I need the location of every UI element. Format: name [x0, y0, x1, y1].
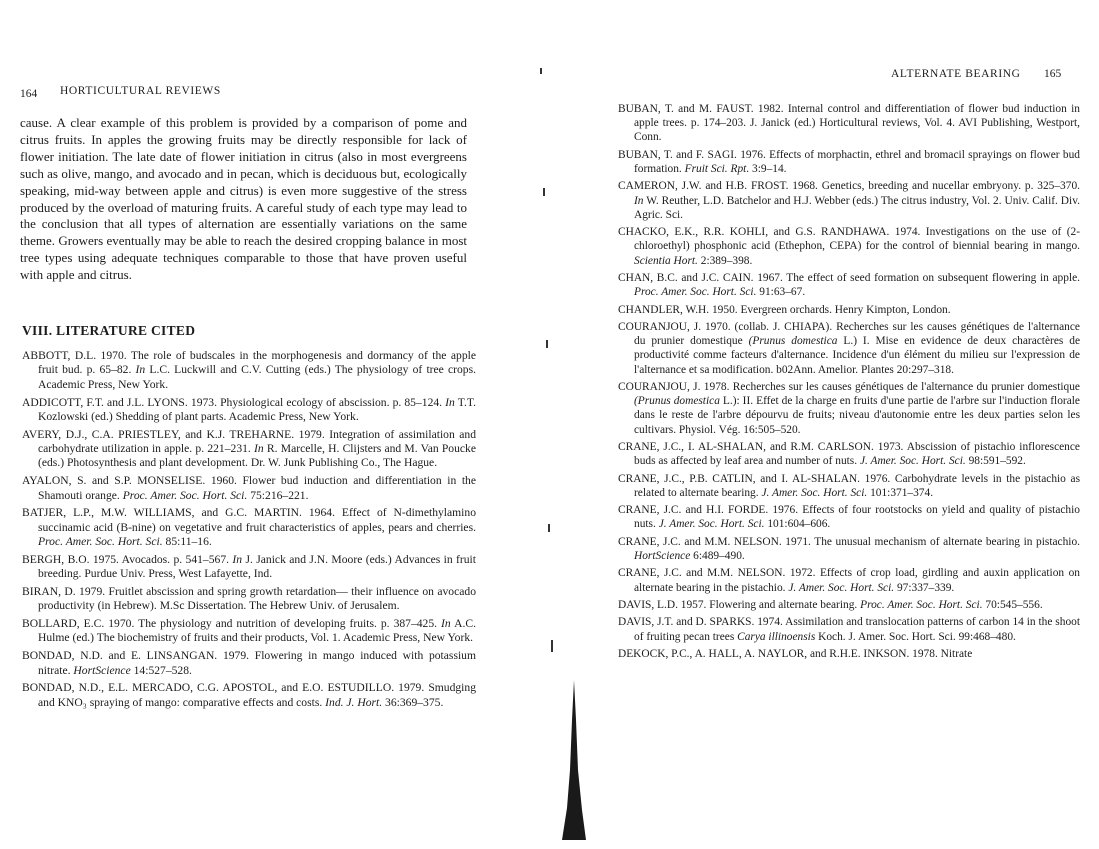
scan-mark — [548, 524, 550, 532]
reference-text: 85:11–16. — [162, 535, 212, 549]
reference-entry — [618, 102, 1080, 145]
reference-text: W. Reuther, L.D. Batchelor and H.J. Webber (eds.) The citrus industry, Vol. 2. Univ. Calif. Div. Agric. Sci. — [634, 194, 1080, 221]
reference-text: 101:604–606. — [764, 518, 831, 531]
reference-text: DEKOCK, P.C., A. HALL, A. NAYLOR, and R.H.E. INKSON. 1978. Nitrate — [618, 647, 973, 660]
reference-italic: Ind. J. Hort. — [325, 695, 383, 709]
reference-text: 91:63–67. — [756, 286, 806, 299]
running-head: HORTICULTURAL REVIEWS — [60, 85, 221, 97]
reference-entry — [618, 615, 1080, 643]
reference-text: 14:527–528. — [130, 663, 192, 677]
reference-text: CAMERON, J.W. and H.B. FROST. 1968. Genetics, breeding and nucellar embryony. p. 325–370. — [618, 180, 1080, 193]
reference-text: 6:489–490. — [690, 549, 745, 562]
body-paragraph: cause. A clear example of this problem is provided by a comparison of pome and citrus fruits. In apples the growing fruits may be directly responsible for lack of flower initiation. The late date of flower initiation in citrus (also in most evergreens such as olive, mango, and avocado and in pecan, which is deciduous but, ecologically speaking, mid-way between apple and citrus) is even more suggestive of the stress produced by the overload of maturing fruits. A careful study of each type may lead to the conclusion that all types of alternation are essentially variations on the same theme. Growers eventually may be able to reach the desired cropping balance in most tree types using adequate techniques comparable to those that have proven useful with apple and citrus. — [20, 115, 467, 283]
reference-entry — [618, 320, 1080, 377]
reference-entry — [618, 598, 1080, 612]
reference-text: 101:371–374. — [867, 486, 934, 499]
reference-italic: In — [254, 442, 264, 456]
scan-mark — [540, 68, 542, 74]
reference-list — [22, 349, 476, 713]
reference-text: BATJER, L.P., M.W. WILLIAMS, and G.C. MARTIN. 1964. Effect of N-dimethylamino succinamic acid (B-nine) on vegetative and fruit characteristics of apples, pears and cherries. — [22, 506, 476, 534]
reference-entry — [618, 380, 1080, 437]
reference-entry — [618, 440, 1080, 468]
reference-text: ABBOTT, D.L. 1970. The role of budscales in the morphogenesis and dormancy of the apple fruit bud. p. 65–82. — [22, 349, 476, 377]
reference-text: 36:369–375. — [382, 695, 444, 709]
reference-text: L.): II. Effet de la charge en fruits d'une partie de l'arbre sur l'induction florale dans le reste de l'arbre dépourvu de fruits; niveau d'autonomie entre les deux parties selon les cultivars. Physiol. Vég. 16:505–520. — [634, 395, 1080, 436]
reference-text: BONDAD, N.D., E.L. MERCADO, C.G. APOSTOL, and E.O. ESTUDILLO. 1979. Smudging and KNO₃ spraying of mango: comparative effects and costs. — [22, 681, 476, 709]
reference-italic: HortScience — [634, 549, 691, 562]
left-page — [0, 0, 540, 849]
reference-text: DAVIS, J.T. and D. SPARKS. 1974. Assimilation and translocation patterns of carbon 14 in the shoot of fruiting pecan trees — [618, 616, 1080, 643]
reference-italic: J. Amer. Soc. Hort. Sci. — [761, 486, 868, 499]
reference-text: AVERY, D.J., C.A. PRIESTLEY, and K.J. TREHARNE. 1979. Integration of assimilation and carbohydrate utilization in apple. p. 221–231. — [22, 427, 476, 456]
binding-shadow — [562, 680, 586, 840]
reference-text: CRANE, J.C., I. AL-SHALAN, and R.M. CARLSON. 1973. Abscission of pistachio inflorescence buds as affected by leaf area and number of nuts. — [618, 440, 1080, 468]
reference-entry — [618, 647, 1080, 661]
reference-entry — [618, 271, 1080, 299]
reference-text: Koch. J. Amer. Soc. Hort. Sci. 99:468–480. — [815, 630, 1016, 643]
reference-text: L.) I. Mise en evidence de deux charactères de productivité comme facteurs d'alternance. Incidence d'un élément du milieu sur l'expression de l'alternance et sa modification. b02Ann. Amelior. Plantes 20:297–318. — [634, 335, 1080, 376]
reference-text: 97:337–339. — [894, 581, 955, 594]
reference-entry — [618, 303, 1080, 317]
reference-entry — [618, 503, 1080, 531]
reference-text: BOLLARD, E.C. 1970. The physiology and nutrition of developing fruits. p. 387–425. — [22, 616, 442, 630]
reference-entry — [22, 506, 476, 549]
reference-text: R. Marcelle, H. Clijsters and M. Van Poucke (eds.) Photosynthesis and plant development. Dr. W. Junk Publishing Co., The Hague. — [38, 442, 476, 470]
reference-italic: Scientia Hort. — [634, 254, 698, 267]
reference-italic: HortScience — [73, 663, 131, 677]
reference-text: T.T. Kozlowski (ed.) Shedding of plant parts. Academic Press, New York. — [38, 395, 476, 423]
reference-italic: Proc. Amer. Soc. Hort. Sci. — [860, 598, 983, 611]
reference-italic: In — [634, 194, 644, 207]
scan-mark — [543, 188, 545, 196]
reference-entry — [618, 472, 1080, 500]
reference-italic: (Prunus domestica — [634, 395, 720, 408]
running-head: ALTERNATE BEARING — [891, 68, 1021, 80]
reference-entry — [618, 179, 1080, 222]
reference-text: DAVIS, L.D. 1957. Flowering and alternate bearing. — [618, 598, 861, 611]
reference-italic: Proc. Amer. Soc. Hort. Sci. — [122, 488, 248, 502]
reference-text: 2:389–398. — [697, 254, 753, 267]
reference-entry — [22, 396, 476, 425]
reference-text: BUBAN, T. and F. SAGI. 1976. Effects of morphactin, ethrel and bromacil sprayings on flower bud formation. — [618, 148, 1080, 175]
reference-text: COURANJOU, J. 1978. Recherches sur les causes génétiques de l'alternance du prunier domestique — [618, 380, 1080, 393]
reference-italic: In — [441, 616, 451, 630]
reference-text: BONDAD, N.D. and E. LINSANGAN. 1979. Flowering in mango induced with potassium nitrate. — [22, 649, 476, 677]
reference-entry — [618, 535, 1080, 563]
reference-entry — [22, 553, 476, 582]
reference-text: 98:591–592. — [965, 455, 1026, 468]
reference-italic: Proc. Amer. Soc. Hort. Sci. — [38, 535, 163, 549]
reference-text: CRANE, J.C. and H.I. FORDE. 1976. Effects of four rootstocks on yield and quality of pistachio nuts. — [618, 504, 1080, 531]
reference-list — [618, 102, 1080, 664]
section-heading: VIII. LITERATURE CITED — [22, 323, 196, 338]
reference-italic: J. Amer. Soc. Hort. Sci. — [658, 518, 765, 531]
reference-text: J. Janick and J.N. Moore (eds.) Advances in fruit breeding. Purdue Univ. Press, West Lafayette, Ind. — [38, 552, 476, 581]
reference-italic: Carya illinoensis — [737, 630, 816, 643]
reference-italic: J. Amer. Soc. Hort. Sci. — [788, 581, 895, 594]
reference-text: CRANE, J.C. and M.M. NELSON. 1971. The unusual mechanism of alternate bearing in pistachio. — [618, 535, 1080, 548]
reference-text: CHAN, B.C. and J.C. CAIN. 1967. The effect of seed formation on subsequent flowering in apple. — [618, 271, 1080, 284]
reference-entry — [22, 617, 476, 646]
reference-text: BUBAN, T. and M. FAUST. 1982. Internal control and differentiation of flower bud induction in apple trees. p. 174–203. J. Janick (ed.) Horticultural reviews, Vol. 4. AVI Publishing, Westport, Conn. — [618, 103, 1080, 144]
reference-italic: In — [232, 552, 243, 566]
scan-mark — [546, 340, 548, 348]
reference-entry — [618, 566, 1080, 594]
reference-text: CHANDLER, W.H. 1950. Evergreen orchards. Henry Kimpton, London. — [618, 303, 951, 316]
reference-entry — [618, 148, 1080, 176]
reference-text: AYALON, S. and S.P. MONSELISE. 1960. Flower bud induction and differentiation in the Shamouti orange. — [22, 474, 476, 502]
reference-entry — [22, 649, 476, 678]
reference-italic: (Prunus domestica — [748, 335, 838, 348]
reference-entry — [22, 681, 476, 710]
reference-text: BIRAN, D. 1979. Fruitlet abscission and spring growth retardation— their influence on avocado productivity (in Hebrew). M.Sc Dissertation. The Hebrew Univ. of Jerusalem. — [22, 584, 476, 613]
scan-mark — [551, 640, 553, 652]
right-page — [545, 0, 1099, 849]
page-number: 164 — [20, 88, 38, 100]
reference-text: 70:545–556. — [982, 598, 1043, 611]
reference-entry — [22, 349, 476, 392]
reference-text: BERGH, B.O. 1975. Avocados. p. 541–567. — [22, 552, 233, 566]
reference-text: 3:9–14. — [749, 163, 787, 175]
reference-text: COURANJOU, J. 1970. (collab. J. CHIAPA). Recherches sur les causes génétiques de l'alternance du prunier domestique — [618, 320, 1080, 348]
reference-italic: Proc. Amer. Soc. Hort. Sci. — [634, 286, 757, 299]
reference-entry — [22, 474, 476, 503]
page-number: 165 — [1044, 68, 1062, 80]
reference-text: A.C. Hulme (ed.) The biochemistry of fruits and their products, Vol. 1. Academic Press, New York. — [38, 616, 476, 645]
reference-text: L.C. Luckwill and C.V. Cutting (eds.) The physiology of tree crops. Academic Press, New York. — [38, 363, 477, 391]
reference-text: ADDICOTT, F.T. and J.L. LYONS. 1973. Physiological ecology of abscission. p. 85–124. — [22, 395, 446, 409]
reference-entry — [22, 428, 476, 471]
reference-italic: In — [135, 363, 146, 377]
reference-italic: Fruit Sci. Rpt. — [684, 163, 750, 175]
reference-entry — [618, 225, 1080, 268]
reference-text: 75:216–221. — [247, 488, 309, 502]
reference-italic: J. Amer. Soc. Hort. Sci. — [859, 455, 966, 468]
reference-text: CRANE, J.C. and M.M. NELSON. 1972. Effects of crop load, girdling and auxin application on alternate bearing in the pistachio. — [618, 567, 1080, 594]
reference-entry — [22, 585, 476, 614]
reference-text: CHACKO, E.K., R.R. KOHLI, and G.S. RANDHAWA. 1974. Investigations on the use of (2-chloroethyl) phosphonic acid (Ethephon, CEPA) for the control of biennial bearing in mango. — [618, 226, 1080, 253]
reference-text: CRANE, J.C., P.B. CATLIN, and I. AL-SHALAN. 1976. Carbohydrate levels in the pistachio as related to alternate bearing. — [618, 472, 1080, 499]
reference-italic: In — [445, 395, 455, 409]
